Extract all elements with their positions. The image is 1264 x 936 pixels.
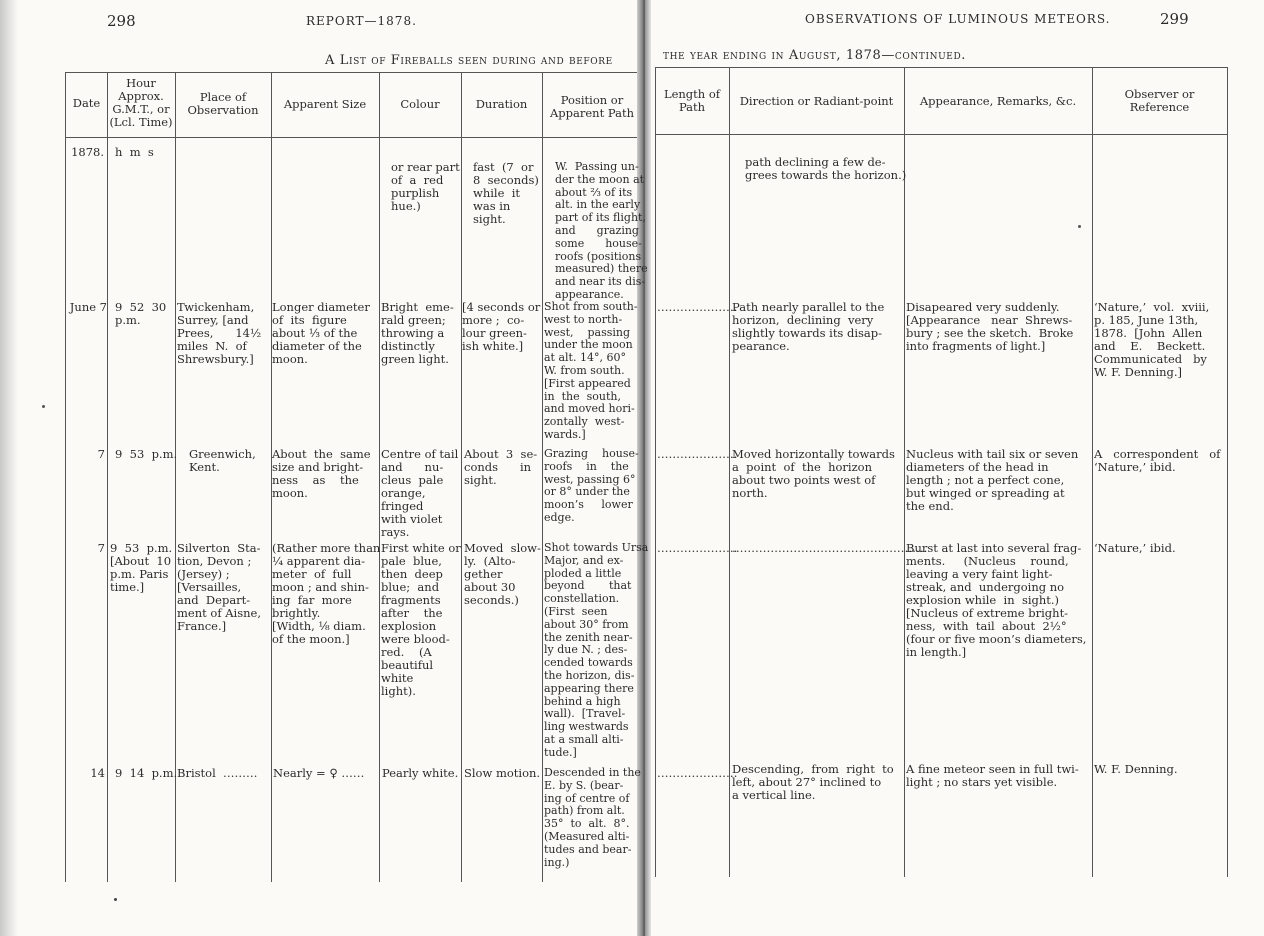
page-edge-shadow <box>0 0 18 936</box>
table-top-rule-right <box>655 67 1227 68</box>
paper-speck <box>42 405 45 408</box>
cell-place: Greenwich, Kent. <box>189 447 256 474</box>
cell-duration: [4 seconds or more ; co- lour green- ish white.] <box>462 300 541 353</box>
cell-direction: Descending, from right to left, about 27° inclined to a vertical line. <box>732 762 894 802</box>
cell-place: Silverton Sta- tion, Devon ; (Jersey) ; [Versailles, and Depart- ment of Aisne, France.] <box>177 541 261 633</box>
col-rule <box>655 67 656 877</box>
right-page-number: 299 <box>1160 10 1189 28</box>
cell-duration: Moved slow- ly. (Alto- gether about 30 seconds.) <box>464 541 541 607</box>
cell-length: ………………… <box>657 300 738 314</box>
cell-length: ………………… <box>657 447 738 461</box>
cell-hour: 9 52 30 p.m. <box>115 300 167 327</box>
col-rule <box>729 67 730 877</box>
cell-hour: h m s <box>115 145 154 159</box>
cell-hour: 9 14 p.m. <box>115 766 178 780</box>
cell-place: Bristol ……… <box>177 766 258 780</box>
cell-colour: Pearly white. <box>382 766 459 780</box>
cell-size: (Rather more than ¼ apparent dia- meter of full moon ; and shin- ing far more brightly. [Width, ⅛ diam. of the moon.] <box>272 541 381 646</box>
col-rule <box>904 67 905 877</box>
cell-position: W. Passing un- der the moon at about ⅔ of its alt. in the early part of its flight, and grazing some house- roofs (positions measured) there and near its dis- appearance. <box>555 160 648 301</box>
cell-position: Descended in the E. by S. (bear- ing of centre of path) from alt. 35° to alt. 8°. (Measured alti- tudes and bear- ing.) <box>544 766 641 869</box>
header-rule-left <box>65 137 637 138</box>
cell-direction: …………………………………………… <box>732 541 928 555</box>
col-header-length: Length of Path <box>663 87 721 114</box>
paper-speck <box>1078 225 1081 228</box>
cell-direction: Path nearly parallel to the horizon, declining very slightly towards its disap- pearance. <box>732 300 885 353</box>
col-header-date: Date <box>72 96 101 110</box>
cell-direction: Moved horizontally towards a point of the horizon about two points west of north. <box>732 447 895 500</box>
cell-appearance: Nucleus with tail six or seven diameters of the head in length ; not a perfect cone, but winged or spreading at the end. <box>906 447 1079 513</box>
col-rule <box>379 72 380 882</box>
cell-size: Nearly = ♀ …… <box>273 766 365 780</box>
col-rule <box>175 72 176 882</box>
table-top-rule-left <box>65 72 637 73</box>
cell-duration: Slow motion. <box>464 766 541 780</box>
table-title-right: the year ending in August, 1878—continued. <box>663 48 966 63</box>
cell-date: 1878. <box>71 145 104 159</box>
cell-observer: A correspondent of ‘Nature,’ ibid. <box>1094 447 1221 474</box>
col-header-appearance: Appearance, Remarks, &c. <box>919 94 1077 108</box>
cell-appearance: Burst at last into several frag- ments. (Nucleus round, leaving a very faint light- streak, and undergoing no explosion while in sight.) [Nucleus of extreme bright- ness, with tail about 2½° (four or five moon’s diameters, in length.] <box>906 541 1087 659</box>
cell-date: 7 <box>97 541 105 555</box>
cell-direction: path declining a few de- grees towards the horizon.) <box>745 155 907 182</box>
cell-hour: 9 53 p.m. [About 10 p.m. Paris time.] <box>110 541 173 594</box>
cell-date: June 7 <box>69 300 107 314</box>
col-header-colour: Colour <box>400 97 440 111</box>
cell-length: ………………… <box>657 766 738 780</box>
cell-position: Shot from south- west to north- west, passing under the moon at alt. 14°, 60° W. from south. [First appeared in the south, and moved hori- zontally west- wards.] <box>544 300 638 441</box>
cell-date: 7 <box>97 447 105 461</box>
cell-date: 14 <box>90 766 105 780</box>
cell-size: About the same size and bright- ness as the moon. <box>272 447 371 500</box>
cell-appearance: A fine meteor seen in full twi- light ; no stars yet visible. <box>906 762 1079 789</box>
cell-appearance: Disapeared very suddenly. [Appearance near Shrews- bury ; see the sketch. Broke into fragments of light.] <box>906 300 1074 353</box>
cell-place: Twickenham, Surrey, [and Prees, 14½ miles N. of Shrewsbury.] <box>177 300 262 366</box>
cell-observer: ‘Nature,’ vol. xviii, p. 185, June 13th, 1878. [John Allen and E. Beckett. Communicated by W. F. Denning.] <box>1094 300 1210 379</box>
table-title-left: A List of Fireballs seen during and before <box>325 53 613 68</box>
left-running-head: REPORT—1878. <box>306 14 417 28</box>
col-rule <box>1227 67 1228 877</box>
col-rule <box>65 72 66 882</box>
right-running-head: OBSERVATIONS OF LUMINOUS METEORS. <box>805 12 1111 26</box>
cell-colour: or rear part of a red purplish hue.) <box>391 160 460 213</box>
cell-colour: Bright eme- rald green; throwing a distinctly green light. <box>381 300 454 366</box>
cell-observer: W. F. Denning. <box>1094 762 1178 776</box>
cell-hour: 9 53 p.m. <box>115 447 178 461</box>
cell-colour: Centre of tail and nu- cleus pale orange, fringed with violet rays. <box>381 447 459 539</box>
cell-size: Longer diameter of its figure about ⅓ of the diameter of the moon. <box>272 300 370 366</box>
paper-speck <box>114 898 117 901</box>
col-header-duration: Duration <box>475 97 528 111</box>
cell-duration: About 3 se- conds in sight. <box>464 447 538 487</box>
cell-colour: First white or pale blue, then deep blue; and fragments after the explosion were blood- red. (A beautiful white light). <box>381 541 461 698</box>
col-rule <box>107 72 108 882</box>
col-header-position: Position or Apparent Path <box>550 93 634 120</box>
col-header-place: Place of Observation <box>187 90 259 117</box>
header-rule-right <box>655 134 1227 135</box>
cell-position: Shot towards Ursa Major, and ex- ploded a little beyond that constellation. (First seen about 30° from the zenith near- ly due N. ; des- cended towards the horizon, dis- appearing there behind a high wall). [Travel- ling westwards at a small alti- tude.] <box>544 541 649 759</box>
cell-observer: ‘Nature,’ ibid. <box>1094 541 1176 555</box>
col-header-hour: Hour Approx. G.M.T., or (Lcl. Time) <box>109 76 173 129</box>
col-rule <box>542 72 543 882</box>
left-page-number: 298 <box>107 12 136 30</box>
col-header-direction: Direction or Radiant-point <box>739 94 894 108</box>
cell-length: ………………… <box>657 541 738 555</box>
cell-position: Grazing house- roofs in the west, passing 6° or 8° under the moon’s lower edge. <box>544 447 639 524</box>
col-header-size: Apparent Size <box>283 97 367 111</box>
col-rule <box>461 72 462 882</box>
cell-duration: fast (7 or 8 seconds) while it was in sight. <box>473 160 539 226</box>
col-header-observer: Observer or Reference <box>1124 87 1195 114</box>
col-rule <box>1092 67 1093 877</box>
